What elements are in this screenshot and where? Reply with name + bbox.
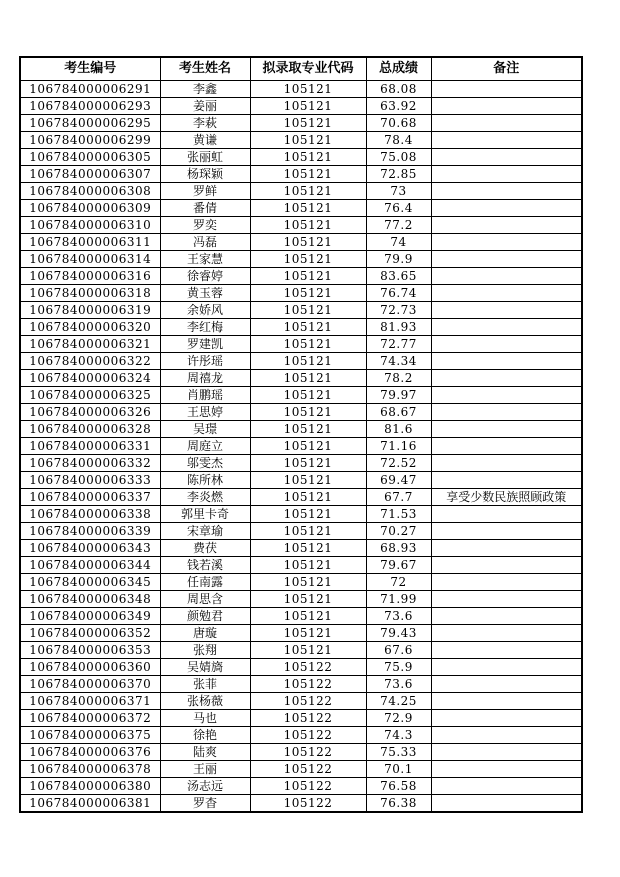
remarks-cell: [431, 285, 582, 302]
total-score-cell: 72: [366, 574, 431, 591]
candidate-id-cell: 106784000006372: [20, 710, 160, 727]
total-score-cell: 71.99: [366, 591, 431, 608]
candidate-id-cell: 106784000006291: [20, 81, 160, 98]
remarks-cell: [431, 438, 582, 455]
remarks-cell: [431, 761, 582, 778]
major-code-cell: 105121: [250, 166, 366, 183]
total-score-cell: 72.9: [366, 710, 431, 727]
total-score-cell: 73.6: [366, 608, 431, 625]
table-row: [20, 268, 582, 285]
candidate-name-cell: 王家慧: [160, 251, 250, 268]
candidate-name-cell: 任南露: [160, 574, 250, 591]
major-code-cell: 105121: [250, 268, 366, 285]
table-row: [20, 115, 582, 132]
table-row: [20, 438, 582, 455]
table-row: [20, 472, 582, 489]
total-score-cell: 68.08: [366, 81, 431, 98]
remarks-cell: [431, 302, 582, 319]
candidate-id-cell: 106784000006318: [20, 285, 160, 302]
candidate-id-cell: 106784000006338: [20, 506, 160, 523]
remarks-cell: [431, 251, 582, 268]
total-score-cell: 67.6: [366, 642, 431, 659]
major-code-cell: 105121: [250, 455, 366, 472]
candidate-id-cell: 106784000006381: [20, 795, 160, 813]
candidate-id-cell: 106784000006332: [20, 455, 160, 472]
candidate-name-cell: 周禧龙: [160, 370, 250, 387]
remarks-cell: [431, 455, 582, 472]
total-score-cell: 76.38: [366, 795, 431, 813]
candidate-id-cell: 106784000006333: [20, 472, 160, 489]
major-code-cell: 105121: [250, 234, 366, 251]
major-code-cell: 105121: [250, 506, 366, 523]
candidate-id-cell: 106784000006345: [20, 574, 160, 591]
remarks-cell: [431, 676, 582, 693]
table-row: [20, 506, 582, 523]
remarks-cell: [431, 132, 582, 149]
remarks-cell: [431, 744, 582, 761]
remarks-cell: [431, 778, 582, 795]
total-score-cell: 73: [366, 183, 431, 200]
remarks-cell: [431, 659, 582, 676]
total-score-cell: 68.93: [366, 540, 431, 557]
candidate-id-cell: 106784000006311: [20, 234, 160, 251]
total-score-cell: 71.53: [366, 506, 431, 523]
candidate-name-cell: 番倩: [160, 200, 250, 217]
candidate-name-cell: 颜勉君: [160, 608, 250, 625]
candidate-id-cell: 106784000006331: [20, 438, 160, 455]
total-score-cell: 71.16: [366, 438, 431, 455]
candidate-id-cell: 106784000006310: [20, 217, 160, 234]
candidate-id-cell: 106784000006378: [20, 761, 160, 778]
remarks-cell: [431, 795, 582, 813]
candidate-name-cell: 姜丽: [160, 98, 250, 115]
candidate-name-cell: 李炎燃: [160, 489, 250, 506]
major-code-cell: 105122: [250, 710, 366, 727]
table-row: [20, 217, 582, 234]
total-score-cell: 72.85: [366, 166, 431, 183]
table-row: [20, 234, 582, 251]
remarks-cell: [431, 472, 582, 489]
total-score-cell: 78.2: [366, 370, 431, 387]
total-score-cell: 76.4: [366, 200, 431, 217]
candidate-name-cell: 冯磊: [160, 234, 250, 251]
table-row: [20, 98, 582, 115]
candidate-id-cell: 106784000006337: [20, 489, 160, 506]
major-code-cell: 105121: [250, 642, 366, 659]
major-code-cell: 105122: [250, 778, 366, 795]
table-row: [20, 183, 582, 200]
header-total-score: 总成绩: [366, 57, 431, 81]
table-row: [20, 149, 582, 166]
total-score-cell: 68.67: [366, 404, 431, 421]
major-code-cell: 105121: [250, 591, 366, 608]
major-code-cell: 105121: [250, 132, 366, 149]
candidate-id-cell: 106784000006360: [20, 659, 160, 676]
candidate-id-cell: 106784000006370: [20, 676, 160, 693]
remarks-cell: [431, 727, 582, 744]
candidate-name-cell: 李红梅: [160, 319, 250, 336]
major-code-cell: 105121: [250, 336, 366, 353]
major-code-cell: 105121: [250, 353, 366, 370]
major-code-cell: 105121: [250, 387, 366, 404]
total-score-cell: 69.47: [366, 472, 431, 489]
table-row: [20, 608, 582, 625]
total-score-cell: 81.6: [366, 421, 431, 438]
total-score-cell: 75.9: [366, 659, 431, 676]
candidate-name-cell: 周庭立: [160, 438, 250, 455]
candidate-name-cell: 钱若溪: [160, 557, 250, 574]
candidate-name-cell: 唐璇: [160, 625, 250, 642]
candidate-id-cell: 106784000006328: [20, 421, 160, 438]
major-code-cell: 105121: [250, 404, 366, 421]
major-code-cell: 105121: [250, 625, 366, 642]
table-row: [20, 523, 582, 540]
total-score-cell: 83.65: [366, 268, 431, 285]
table-row: [20, 455, 582, 472]
candidate-name-cell: 吴婧旖: [160, 659, 250, 676]
candidate-id-cell: 106784000006376: [20, 744, 160, 761]
candidate-name-cell: 周思含: [160, 591, 250, 608]
table-row: [20, 353, 582, 370]
candidate-id-cell: 106784000006305: [20, 149, 160, 166]
major-code-cell: 105121: [250, 98, 366, 115]
total-score-cell: 76.58: [366, 778, 431, 795]
candidate-id-cell: 106784000006325: [20, 387, 160, 404]
remarks-cell: [431, 98, 582, 115]
candidate-id-cell: 106784000006339: [20, 523, 160, 540]
remarks-cell: [431, 268, 582, 285]
remarks-cell: [431, 591, 582, 608]
major-code-cell: 105121: [250, 557, 366, 574]
total-score-cell: 72.52: [366, 455, 431, 472]
candidate-id-cell: 106784000006371: [20, 693, 160, 710]
candidate-name-cell: 王思婷: [160, 404, 250, 421]
total-score-cell: 75.08: [366, 149, 431, 166]
major-code-cell: 105121: [250, 523, 366, 540]
major-code-cell: 105121: [250, 183, 366, 200]
remarks-cell: [431, 81, 582, 98]
candidate-id-cell: 106784000006321: [20, 336, 160, 353]
total-score-cell: 72.77: [366, 336, 431, 353]
total-score-cell: 74.3: [366, 727, 431, 744]
table-row: [20, 642, 582, 659]
major-code-cell: 105121: [250, 319, 366, 336]
candidate-id-cell: 106784000006293: [20, 98, 160, 115]
candidate-name-cell: 罗奕: [160, 217, 250, 234]
major-code-cell: 105122: [250, 795, 366, 813]
candidate-id-cell: 106784000006307: [20, 166, 160, 183]
candidate-id-cell: 106784000006322: [20, 353, 160, 370]
candidate-name-cell: 王丽: [160, 761, 250, 778]
candidate-name-cell: 黄玉蓉: [160, 285, 250, 302]
total-score-cell: 79.97: [366, 387, 431, 404]
remarks-cell: [431, 336, 582, 353]
total-score-cell: 79.43: [366, 625, 431, 642]
candidate-id-cell: 106784000006316: [20, 268, 160, 285]
total-score-cell: 78.4: [366, 132, 431, 149]
remarks-cell: [431, 421, 582, 438]
header-remarks: 备注: [431, 57, 582, 81]
table-row: [20, 336, 582, 353]
candidate-id-cell: 106784000006380: [20, 778, 160, 795]
major-code-cell: 105121: [250, 421, 366, 438]
major-code-cell: 105121: [250, 81, 366, 98]
candidate-name-cell: 郭里卡奇: [160, 506, 250, 523]
remarks-cell: [431, 319, 582, 336]
header-row: [20, 57, 582, 81]
table-row: [20, 625, 582, 642]
major-code-cell: 105122: [250, 659, 366, 676]
remarks-cell: [431, 557, 582, 574]
major-code-cell: 105122: [250, 761, 366, 778]
table-row: [20, 81, 582, 98]
candidate-id-cell: 106784000006320: [20, 319, 160, 336]
remarks-cell: [431, 625, 582, 642]
major-code-cell: 105121: [250, 574, 366, 591]
candidate-name-cell: 杨琛颖: [160, 166, 250, 183]
admission-table: [19, 56, 583, 813]
table-row: [20, 693, 582, 710]
table-row: [20, 795, 582, 813]
total-score-cell: 79.67: [366, 557, 431, 574]
candidate-name-cell: 李鑫: [160, 81, 250, 98]
remarks-cell: [431, 115, 582, 132]
candidate-name-cell: 张丽虹: [160, 149, 250, 166]
remarks-cell: [431, 506, 582, 523]
total-score-cell: 81.93: [366, 319, 431, 336]
candidate-name-cell: 张菲: [160, 676, 250, 693]
table-row: [20, 778, 582, 795]
remarks-cell: [431, 642, 582, 659]
total-score-cell: 72.73: [366, 302, 431, 319]
remarks-cell: [431, 149, 582, 166]
remarks-cell: [431, 183, 582, 200]
table-row: [20, 251, 582, 268]
major-code-cell: 105121: [250, 285, 366, 302]
candidate-id-cell: 106784000006349: [20, 608, 160, 625]
candidate-name-cell: 罗鲜: [160, 183, 250, 200]
major-code-cell: 105121: [250, 217, 366, 234]
table-row: [20, 761, 582, 778]
table-row: [20, 489, 582, 506]
candidate-name-cell: 宋章瑜: [160, 523, 250, 540]
remarks-cell: [431, 523, 582, 540]
candidate-name-cell: 吴璟: [160, 421, 250, 438]
major-code-cell: 105122: [250, 693, 366, 710]
candidate-id-cell: 106784000006314: [20, 251, 160, 268]
candidate-id-cell: 106784000006295: [20, 115, 160, 132]
candidate-name-cell: 张翔: [160, 642, 250, 659]
table-row: [20, 710, 582, 727]
remarks-cell: [431, 166, 582, 183]
candidate-name-cell: 费茯: [160, 540, 250, 557]
major-code-cell: 105121: [250, 200, 366, 217]
table-row: [20, 540, 582, 557]
major-code-cell: 105121: [250, 489, 366, 506]
table-row: [20, 285, 582, 302]
candidate-name-cell: 陆爽: [160, 744, 250, 761]
major-code-cell: 105121: [250, 540, 366, 557]
table-row: [20, 166, 582, 183]
candidate-id-cell: 106784000006326: [20, 404, 160, 421]
total-score-cell: 76.74: [366, 285, 431, 302]
candidate-name-cell: 徐睿婷: [160, 268, 250, 285]
total-score-cell: 77.2: [366, 217, 431, 234]
total-score-cell: 79.9: [366, 251, 431, 268]
header-candidate-name: 考生姓名: [160, 57, 250, 81]
candidate-name-cell: 张杨薇: [160, 693, 250, 710]
major-code-cell: 105122: [250, 727, 366, 744]
remarks-cell: [431, 387, 582, 404]
candidate-name-cell: 汤志远: [160, 778, 250, 795]
total-score-cell: 70.1: [366, 761, 431, 778]
major-code-cell: 105121: [250, 370, 366, 387]
remarks-cell: 享受少数民族照顾政策: [431, 489, 582, 506]
major-code-cell: 105121: [250, 438, 366, 455]
total-score-cell: 73.6: [366, 676, 431, 693]
total-score-cell: 63.92: [366, 98, 431, 115]
candidate-name-cell: 罗建凯: [160, 336, 250, 353]
candidate-name-cell: 余娇风: [160, 302, 250, 319]
candidate-name-cell: 徐艳: [160, 727, 250, 744]
major-code-cell: 105121: [250, 302, 366, 319]
table-row: [20, 132, 582, 149]
major-code-cell: 105121: [250, 472, 366, 489]
table-row: [20, 387, 582, 404]
remarks-cell: [431, 693, 582, 710]
major-code-cell: 105121: [250, 251, 366, 268]
remarks-cell: [431, 217, 582, 234]
total-score-cell: 74.34: [366, 353, 431, 370]
table-row: [20, 574, 582, 591]
candidate-name-cell: 陈所林: [160, 472, 250, 489]
table-row: [20, 659, 582, 676]
total-score-cell: 74.25: [366, 693, 431, 710]
table-row: [20, 370, 582, 387]
candidate-id-cell: 106784000006375: [20, 727, 160, 744]
remarks-cell: [431, 608, 582, 625]
table-body: [20, 81, 582, 813]
candidate-id-cell: 106784000006309: [20, 200, 160, 217]
remarks-cell: [431, 574, 582, 591]
candidate-id-cell: 106784000006352: [20, 625, 160, 642]
total-score-cell: 75.33: [366, 744, 431, 761]
major-code-cell: 105121: [250, 608, 366, 625]
major-code-cell: 105122: [250, 744, 366, 761]
candidate-id-cell: 106784000006353: [20, 642, 160, 659]
candidate-id-cell: 106784000006308: [20, 183, 160, 200]
remarks-cell: [431, 234, 582, 251]
table-row: [20, 404, 582, 421]
remarks-cell: [431, 710, 582, 727]
candidate-name-cell: 罗杳: [160, 795, 250, 813]
candidate-name-cell: 肖鹏瑶: [160, 387, 250, 404]
table-row: [20, 591, 582, 608]
table-row: [20, 557, 582, 574]
candidate-name-cell: 黄谦: [160, 132, 250, 149]
total-score-cell: 67.7: [366, 489, 431, 506]
major-code-cell: 105122: [250, 676, 366, 693]
remarks-cell: [431, 353, 582, 370]
candidate-name-cell: 许彤瑶: [160, 353, 250, 370]
header-candidate-id: 考生编号: [20, 57, 160, 81]
total-score-cell: 74: [366, 234, 431, 251]
candidate-name-cell: 马也: [160, 710, 250, 727]
remarks-cell: [431, 404, 582, 421]
table-row: [20, 302, 582, 319]
remarks-cell: [431, 200, 582, 217]
candidate-id-cell: 106784000006324: [20, 370, 160, 387]
header-major-code: 拟录取专业代码: [250, 57, 366, 81]
table-row: [20, 200, 582, 217]
table-row: [20, 676, 582, 693]
candidate-id-cell: 106784000006319: [20, 302, 160, 319]
remarks-cell: [431, 540, 582, 557]
candidate-id-cell: 106784000006348: [20, 591, 160, 608]
table-row: [20, 319, 582, 336]
candidate-id-cell: 106784000006344: [20, 557, 160, 574]
major-code-cell: 105121: [250, 149, 366, 166]
table-row: [20, 727, 582, 744]
candidate-name-cell: 邬雯杰: [160, 455, 250, 472]
total-score-cell: 70.27: [366, 523, 431, 540]
major-code-cell: 105121: [250, 115, 366, 132]
candidate-id-cell: 106784000006299: [20, 132, 160, 149]
table-row: [20, 744, 582, 761]
remarks-cell: [431, 370, 582, 387]
table-row: [20, 421, 582, 438]
total-score-cell: 70.68: [366, 115, 431, 132]
candidate-id-cell: 106784000006343: [20, 540, 160, 557]
candidate-name-cell: 李萩: [160, 115, 250, 132]
